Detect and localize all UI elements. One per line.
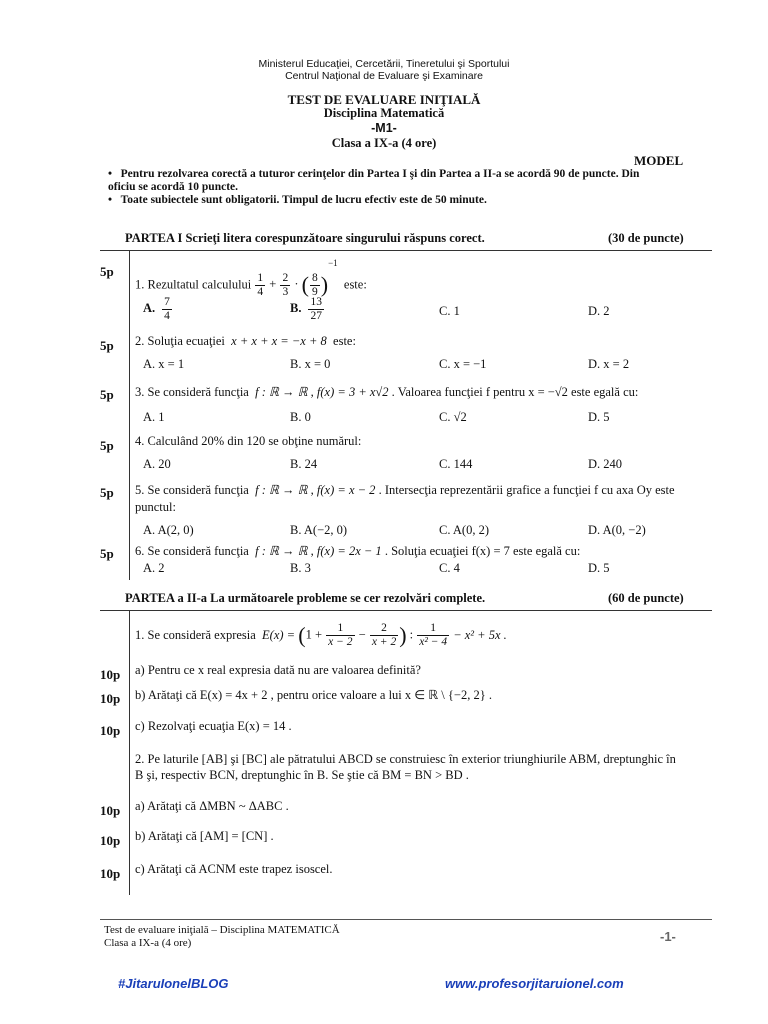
points-q5: 5p: [100, 485, 114, 500]
q1-option-d: D. 2: [588, 304, 610, 318]
q3-option-c: C. √2: [439, 410, 467, 424]
class-label: Clasa a IX-a (4 ore): [331, 136, 437, 150]
discipline: Disciplina Matematică: [323, 106, 445, 120]
problem-2c: c) Arătaţi că ACNM este trapez isoscel.: [135, 862, 333, 876]
q4-option-b: B. 24: [290, 457, 318, 471]
points-q2: 5p: [100, 338, 114, 353]
q5-option-a: A. A(2, 0): [143, 523, 194, 537]
blog-tag[interactable]: #JitaruIonelBLOG: [118, 976, 229, 991]
question-4: 4. Calculând 20% din 120 se obţine numărul:: [135, 434, 362, 448]
divider: [100, 610, 712, 611]
part1-points: (30 de puncte): [608, 231, 684, 245]
q3-option-d: D. 5: [588, 410, 610, 424]
problem-1c: c) Rezolvaţi ecuaţia E(x) = 14 .: [135, 719, 292, 733]
q1-option-b: B. $\frac{13}{27}$: [290, 296, 322, 322]
q2-option-d: D. x = 2: [588, 357, 630, 371]
points-p1b: 10p: [100, 691, 121, 706]
q2-option-a: A. x = 1: [143, 357, 185, 371]
footer-line1: Test de evaluare iniţială – Disciplina MATEMATICĂ: [104, 924, 340, 936]
problem-2-intro-line2: B şi, respectiv BCN, dreptunghic în B. Se ştie că BM = BN > BD .: [135, 768, 469, 782]
question-2: 2. Soluţia ecuaţiei x + x + x = −x + 8 este:: [135, 334, 356, 348]
divider: [100, 250, 712, 251]
question-3: 3. Se consideră funcţia f : ℝ → ℝ , f(x) = 3 + x√2 . Valoarea funcţiei f pentru x = −√2 este egală cu:: [135, 385, 639, 399]
points-q1: 5p: [100, 264, 114, 279]
points-q3: 5p: [100, 387, 114, 402]
points-column-rule: [129, 610, 130, 895]
points-p2c: 10p: [100, 866, 121, 881]
q4-option-c: C. 144: [439, 457, 473, 471]
q6-option-c: C. 4: [439, 561, 460, 575]
question-5: 5. Se consideră funcţia f : ℝ → ℝ , f(x) = x − 2 . Intersecţia reprezentării grafice a funcţiei f cu axa Oy este: [135, 483, 675, 497]
question-1: 1. Rezultatul calculului $\frac{1}{4}$ + $\frac{2}{3}$ · ( $\frac{8}{9}$ )$^{-1}$ este:: [135, 258, 367, 298]
q5-option-c: C. A(0, 2): [439, 523, 489, 537]
footer-line2: Clasa a IX-a (4 ore): [104, 937, 192, 949]
points-p2b: 10p: [100, 833, 121, 848]
q2-option-b: B. x = 0: [290, 357, 331, 371]
points-q4: 5p: [100, 438, 114, 453]
problem-2a: a) Arătaţi că ΔMBN ~ ΔABC .: [135, 799, 289, 813]
q6-option-b: B. 3: [290, 561, 311, 575]
variant: -M1-: [371, 121, 397, 135]
instructions: • Pentru rezolvarea corectă a tuturor cerinţelor din Partea I şi din Partea a II-a se acordă 90 de puncte. Din oficiu se acordă 10 puncte. • Toate subiectele sunt obligatorii. Timpul de lucru efectiv este de 50 minute.: [108, 168, 640, 206]
q2-option-c: C. x = −1: [439, 357, 487, 371]
q5-option-b: B. A(−2, 0): [290, 523, 348, 537]
model-label: MODEL: [634, 153, 684, 168]
points-q6: 5p: [100, 546, 114, 561]
points-column-rule: [129, 250, 130, 580]
q5-option-d: D. A(0, −2): [588, 523, 646, 537]
q1-option-a: A. $\frac{7}{4}$: [143, 296, 170, 322]
q6-option-d: D. 5: [588, 561, 610, 575]
q1-option-c: C. 1: [439, 304, 460, 318]
part2-title: PARTEA a II-a La următoarele probleme se cer rezolvări complete.: [125, 591, 486, 605]
q4-option-d: D. 240: [588, 457, 623, 471]
footer-rule: [100, 919, 712, 920]
question-5-line2: punctul:: [135, 500, 176, 514]
page-number: -1-: [660, 929, 676, 944]
q6-option-a: A. 2: [143, 561, 165, 575]
website-link[interactable]: www.profesorjitaruionel.com: [445, 976, 624, 991]
points-p2a: 10p: [100, 803, 121, 818]
part1-title: PARTEA I Scrieţi litera corespunzătoare singurului răspuns corect.: [125, 231, 485, 245]
q3-option-b: B. 0: [290, 410, 311, 424]
points-p1c: 10p: [100, 723, 121, 738]
problem-2-intro: 2. Pe laturile [AB] şi [BC] ale pătratului ABCD se construiesc în exterior triunghiurile ABM, dreptunghic în: [135, 752, 676, 766]
points-p1a: 10p: [100, 667, 121, 682]
q4-option-a: A. 20: [143, 457, 171, 471]
page-title: TEST DE EVALUARE INIŢIALĂ: [287, 92, 481, 107]
problem-1a: a) Pentru ce x real expresia dată nu are valoarea definită?: [135, 663, 421, 677]
ministry-line: Ministerul Educaţiei, Cercetării, Tineretului şi Sportului: [258, 58, 510, 70]
center-line: Centrul Naţional de Evaluare şi Examinare: [285, 70, 483, 82]
part2-points: (60 de puncte): [608, 591, 684, 605]
question-6: 6. Se consideră funcţia f : ℝ → ℝ , f(x) = 2x − 1 . Soluţia ecuaţiei f(x) = 7 este egală cu:: [135, 544, 581, 558]
problem-2b: b) Arătaţi că [AM] = [CN] .: [135, 829, 274, 843]
q3-option-a: A. 1: [143, 410, 165, 424]
problem-1-intro: 1. Se consideră expresia E(x) = (1 + $\frac{1}{x - 2}$ − $\frac{2}{x + 2}$ ) : $\frac{1}{\text{x² − 4}}$ − x² + 5x .: [135, 622, 507, 648]
problem-1b: b) Arătaţi că E(x) = 4x + 2 , pentru orice valoare a lui x ∈ ℝ \ {−2, 2} .: [135, 688, 492, 702]
